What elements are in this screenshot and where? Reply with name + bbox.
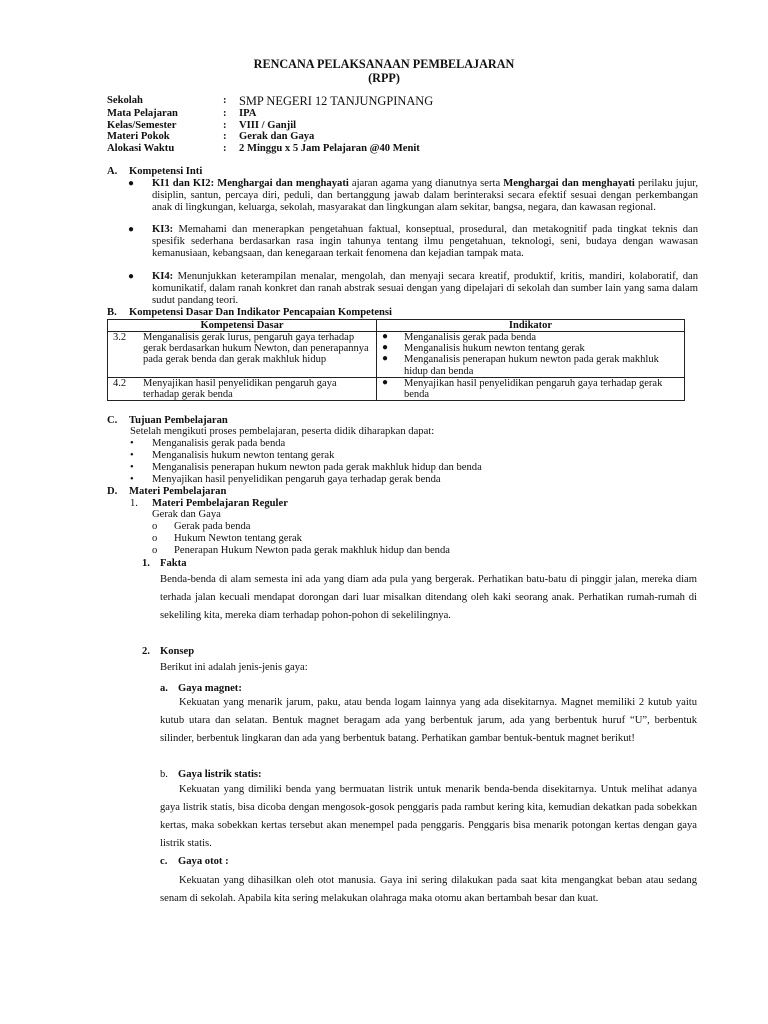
table-header-row [108, 320, 685, 332]
identity-value: Gerak dan Gaya [239, 131, 315, 143]
identity-row [107, 120, 433, 131]
section-letter: A. [107, 166, 118, 177]
identity-separator: : [223, 95, 227, 106]
ki4-item [128, 271, 698, 307]
section-title: Materi Pembelajaran [129, 486, 227, 497]
konsep-intro: Berikut ini adalah jenis-jenis gaya: [160, 662, 308, 673]
title-line-1: RENCANA PELAKSANAAN PEMBELAJARAN [253, 57, 515, 71]
item-letter: b. [160, 769, 168, 780]
identity-row [107, 108, 433, 119]
gaya-otot-paragraph: Kekuatan yang dihasilkan oleh otot manusia. Gaya ini sering dilakukan pada saat kita mengangkat beban atau sedang senam di sekolah. Apabila kita sering melakukan olahraga maka otomu akan bertambah besar dan kuat. [160, 875, 697, 904]
kd-text: Menyajikan hasil penyelidikan pengaruh gaya terhadap gerak benda [143, 377, 337, 400]
identity-row [107, 143, 433, 154]
materi-list [152, 521, 450, 557]
item-letter: c. [160, 856, 168, 867]
indikator-item [377, 378, 684, 400]
item-title: Gaya listrik statis: [178, 769, 262, 780]
identity-separator: : [223, 142, 227, 154]
ki3-text [152, 224, 698, 260]
list-item: • Menganalisis penerapan hukum newton pada gerak makhluk hidup dan benda [130, 462, 482, 474]
indikator-item [377, 354, 684, 376]
ki4-text [152, 271, 698, 307]
ki1-item [128, 178, 698, 214]
identity-label: Sekolah [107, 95, 143, 106]
bullet-icon: ● [128, 224, 135, 235]
ki1-label: KI1 dan KI2: [152, 178, 215, 189]
fakta-heading [142, 558, 186, 570]
fakta-paragraph: Benda-benda di alam semesta ini ada yang diam ada pula yang bergerak. Perhatikan batu-batu di pinggir jalan, mereka diam terhada jalan kecuali mendapat dorongan dari luar misalkan ditendang oleh kaki seorang anak. Perhatikan rumah-rumah di sekeliling kita, mereka diam terhadap pohon-pohon di sekelilingnya. [160, 574, 697, 621]
bullet-icon: ● [382, 342, 389, 354]
section-title: Kompetensi Inti [129, 166, 203, 177]
bullet-icon: ● [128, 271, 135, 282]
ki3-text-part: Memahami dan menerapkan pengetahuan faktual, konseptual, prosedural, dan metakognitif pada tingkat teknis dan spesifik sederhana berdasarkan rasa ingin tahunya tentang ilmu pengetahuan, teknologi, seni, budaya dengan wawasan kemanusiaan, kebangsaan, dan kenegaraan terkait fenomena dan kejadian tampak mata. [152, 224, 698, 259]
indikator-item [377, 332, 684, 343]
identity-label: Materi Pokok [107, 131, 170, 143]
identity-label: Kelas/Semester [107, 119, 177, 131]
indikator-cell [377, 332, 685, 378]
materi-topic: Gerak dan Gaya [152, 509, 221, 520]
section-title: Tujuan Pembelajaran [129, 415, 228, 426]
subsection-title: Materi Pembelajaran Reguler [152, 498, 288, 509]
kd-number: 4.2 [113, 377, 127, 389]
kd-text: Menganalisis gerak lurus, pengaruh gaya terhadap gerak berdasarkan hukum Newton, dan penerapannya pada gerak benda dan gerak makhluk hidup [143, 332, 369, 366]
konsep-heading [142, 646, 194, 658]
gaya-listrik-heading [160, 769, 262, 781]
section-letter: C. [107, 415, 118, 426]
indikator-text: Menganalisis hukum newton tentang gerak [404, 343, 585, 355]
bullet-icon: ● [128, 178, 135, 189]
indikator-text: Menganalisis gerak pada benda [404, 332, 537, 344]
subsection-title: Fakta [160, 558, 187, 569]
list-item: o Hukum Newton tentang gerak [152, 533, 450, 545]
ki3-label: KI3: [152, 224, 174, 235]
gaya-magnet-paragraph: Kekuatan yang menarik jarum, paku, atau benda logam lainnya yang ada disekitarnya. Magnet memiliki 2 kutub yaitu kutub utara dan selatan. Bentuk magnet beragam ada yang berbentuk jarum, ada yang berbentuk huruf “U”, berbentuk silinder, berbentuk lingkaran dan ada yang berbentuk batang. Perhatikan gambar bentuk-bentuk magnet berikut! [160, 697, 697, 744]
identity-separator: : [223, 108, 227, 120]
section-letter: D. [107, 486, 118, 497]
item-title: Gaya otot : [178, 856, 229, 867]
ki1-text [152, 178, 698, 214]
identity-row [107, 131, 433, 142]
ki3-item [128, 224, 698, 260]
table-row [108, 332, 685, 378]
list-item: o Gerak pada benda [152, 521, 450, 533]
identity-label: Mata Pelajaran [107, 108, 178, 120]
document-title [0, 57, 768, 86]
item-letter: a. [160, 683, 168, 694]
identity-separator: : [223, 131, 227, 143]
identity-value: VIII / Ganjil [239, 119, 297, 131]
kd-number: 3.2 [113, 332, 127, 344]
tujuan-list [130, 438, 482, 485]
table-header-kd: Kompetensi Dasar [108, 320, 377, 332]
ki1-bold-phrase: Menghargai dan menghayati [214, 178, 349, 189]
identity-value: SMP NEGERI 12 TANJUNGPINANG [239, 94, 434, 108]
identity-label: Alokasi Waktu [107, 142, 175, 154]
indikator-text: Menganalisis penerapan hukum newton pada gerak makhluk hidup dan benda [404, 354, 659, 377]
section-b-heading [107, 307, 392, 319]
list-item: • Menganalisis hukum newton tentang gerak [130, 450, 482, 462]
identity-separator: : [223, 119, 227, 131]
section-d-heading [107, 486, 226, 498]
identity-table [107, 95, 433, 154]
identity-value: 2 Minggu x 5 Jam Pelajaran @40 Menit [239, 142, 420, 154]
section-title: Kompetensi Dasar Dan Indikator Pencapaian Kompetensi [129, 307, 393, 318]
item-title: Gaya magnet: [178, 683, 242, 694]
list-item: o Penerapan Hukum Newton pada gerak makhluk hidup dan benda [152, 545, 450, 557]
kd-cell [108, 377, 377, 400]
section-a-heading [107, 166, 202, 178]
bullet-icon: ● [382, 331, 389, 343]
list-item: • Menyajikan hasil penyelidikan pengaruh gaya terhadap gerak benda [130, 474, 482, 486]
section-letter: B. [107, 307, 117, 318]
ki4-text-part: Menunjukkan keterampilan menalar, mengolah, dan menyaji secara kreatif, produktif, kritis, mandiri, kolaboratif, dan komunikatif, dalam ranah konkret dan ranah abstrak sesuai dengan yang dipelajari di sekolah dan sumber lain yang sama dalam sudut pandang teori. [152, 271, 698, 306]
bullet-icon: ● [382, 353, 389, 365]
indikator-cell [377, 377, 685, 400]
identity-value: IPA [239, 108, 257, 120]
indikator-item [377, 343, 684, 354]
list-item: • Menganalisis gerak pada benda [130, 438, 482, 450]
subsection-number: 2. [142, 646, 150, 657]
table-header-indikator: Indikator [377, 320, 685, 332]
gaya-otot-heading [160, 856, 229, 868]
subsection-title: Konsep [160, 646, 195, 657]
tujuan-intro: Setelah mengikuti proses pembelajaran, peserta didik diharapkan dapat: [130, 426, 435, 437]
bullet-icon: ● [382, 376, 389, 388]
ki1-text-part: ajaran agama yang dianutnya serta [348, 178, 504, 189]
title-line-2: (RPP) [368, 71, 400, 86]
subsection-number: 1. [130, 498, 138, 509]
table-row [108, 377, 685, 400]
kd-cell [108, 332, 377, 378]
gaya-listrik-paragraph: Kekuatan yang dimiliki benda yang bermuatan listrik untuk menarik benda-benda disekitarnya. Untuk melihat adanya gaya listrik statis, bisa dicoba dengan mengosok-gosok penggaris pada rambut kering kita, kemudian dekatkan pada sobekkan kertas, maka sobekkan kertas tersebut akan menempel pada penggaris. Penggaris bisa menarik potongan kertas dengan gaya listrik statis. [160, 784, 697, 849]
indikator-text: Menyajikan hasil penyelidikan pengaruh gaya terhadap gerak benda [404, 377, 663, 400]
ki4-label: KI4: [152, 271, 174, 282]
subsection-number: 1. [142, 558, 150, 569]
identity-row [107, 95, 433, 108]
kompetensi-table [107, 319, 685, 401]
ki1-text-part: perilaku jujur, disiplin, santun, percaya diri, peduli, dan bertanggung jawab dalam berinteraksi secara efektif sesuai dengan perkembangan anak di lingkungan, keluarga, sekolah, masyarakat dan lingkungan alam sekitar, bangsa, negara, dan kawasan regional. [152, 178, 698, 213]
ki1-bold-phrase: Menghargai dan menghayati [503, 178, 635, 189]
